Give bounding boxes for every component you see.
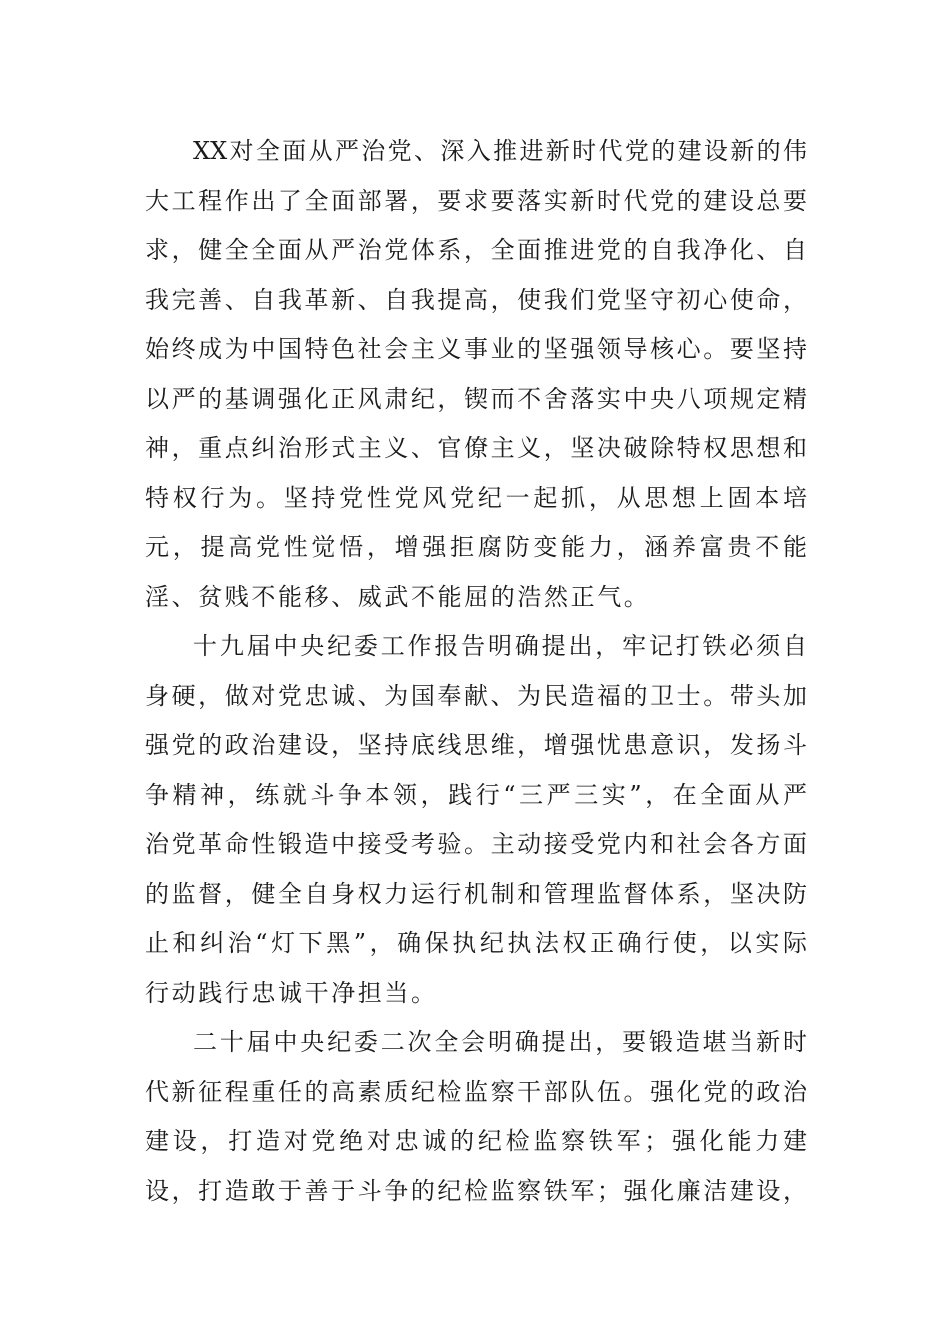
paragraph-1-line-9: 元，提高党性觉悟，增强拒腐防变能力，涵养富贵不能 xyxy=(145,533,807,561)
paragraph-2-line-5: 治党革命性锻造中接受考验。主动接受党内和社会各方面 xyxy=(145,830,807,858)
body-text xyxy=(145,127,807,1216)
paragraph-1-line-5: 始终成为中国特色社会主义事业的坚强领导核心。要坚持 xyxy=(145,335,807,363)
paragraph-2-line-6: 的监督，健全自身权力运行机制和管理监督体系，坚决防 xyxy=(145,879,807,908)
paragraph-3-line-3: 建设，打造对党绝对忠诚的纪检监察铁军；强化能力建 xyxy=(145,1127,807,1155)
paragraph-2-line-2: 身硬，做对党忠诚、为国奉献、为民造福的卫士。带头加 xyxy=(145,681,807,710)
paragraph-2-line-1: 十九届中央纪委工作报告明确提出，牢记打铁必须自 xyxy=(193,632,807,660)
paragraph-3-line-1: 二十届中央纪委二次全会明确提出，要锻造堪当新时 xyxy=(193,1028,807,1056)
paragraph-2-line-3: 强党的政治建设，坚持底线思维，增强忧患意识，发扬斗 xyxy=(145,731,807,759)
paragraph-2-line-7: 止和纠治“灯下黑”，确保执纪执法权正确行使，以实际 xyxy=(145,929,807,957)
paragraph-3-line-4: 设，打造敢于善于斗争的纪检监察铁军；强化廉洁建设， xyxy=(145,1176,807,1205)
paragraph-1-line-2: 大工程作出了全面部署，要求要落实新时代党的建设总要 xyxy=(145,186,807,215)
paragraph-3-line-2: 代新征程重任的高素质纪检监察干部队伍。强化党的政治 xyxy=(145,1077,807,1106)
paragraph-2-line-4: 争精神，练就斗争本领，践行“三严三实”，在全面从严 xyxy=(145,780,807,809)
paragraph-1-line-6: 以严的基调强化正风肃纪，锲而不舍落实中央八项规定精 xyxy=(145,384,807,413)
paragraph-1-line-3: 求，健全全面从严治党体系，全面推进党的自我净化、自 xyxy=(145,236,807,264)
paragraph-1-line-8: 特权行为。坚持党性党风党纪一起抓，从思想上固本培 xyxy=(145,483,807,512)
paragraph-1-line-1: XX对全面从严治党、深入推进新时代党的建设新的伟 xyxy=(193,137,807,165)
paragraph-2-line-8: 行动践行忠诚干净担当。 xyxy=(145,978,438,1007)
paragraph-1-line-10: 淫、贫贱不能移、威武不能屈的浩然正气。 xyxy=(145,582,651,611)
paragraph-1-line-4: 我完善、自我革新、自我提高，使我们党坚守初心使命， xyxy=(145,285,807,314)
paragraph-1-line-7: 神，重点纠治形式主义、官僚主义，坚决破除特权思想和 xyxy=(145,434,807,462)
